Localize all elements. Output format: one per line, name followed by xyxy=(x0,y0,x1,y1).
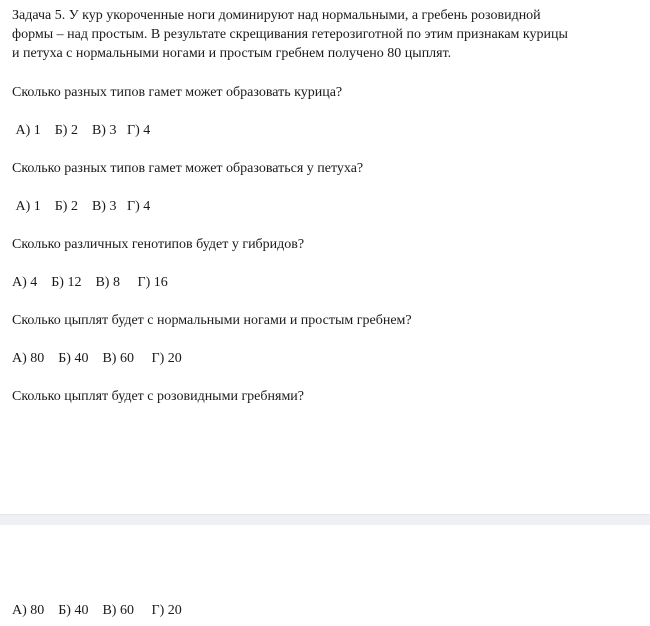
question-4: Сколько цыплят будет с нормальными ногами и простым гребнем? xyxy=(12,313,412,328)
answers-2: А) 1 Б) 2 В) 3 Г) 4 xyxy=(12,199,151,214)
page-divider xyxy=(0,514,650,525)
question-2: Сколько разных типов гамет может образоваться у петуха? xyxy=(12,161,364,176)
task-text-line-2: формы – над простым. В результате скрещивания гетерозиготной по этим признакам курицы xyxy=(12,27,568,42)
question-1: Сколько разных типов гамет может образовать курица? xyxy=(12,85,343,100)
question-3: Сколько различных генотипов будет у гибридов? xyxy=(12,237,305,252)
answers-3: А) 4 Б) 12 В) 8 Г) 16 xyxy=(12,275,168,290)
question-5: Сколько цыплят будет с розовидными гребнями? xyxy=(12,389,305,404)
answers-4: А) 80 Б) 40 В) 60 Г) 20 xyxy=(12,351,182,366)
answers-1: А) 1 Б) 2 В) 3 Г) 4 xyxy=(12,123,151,138)
task-text-line-1: Задача 5. У кур укороченные ноги доминируют над нормальными, а гребень розовидной xyxy=(12,8,541,23)
answers-5: А) 80 Б) 40 В) 60 Г) 20 xyxy=(12,603,182,618)
task-text-line-3: и петуха с нормальными ногами и простым гребнем получено 80 цыплят. xyxy=(12,46,452,61)
